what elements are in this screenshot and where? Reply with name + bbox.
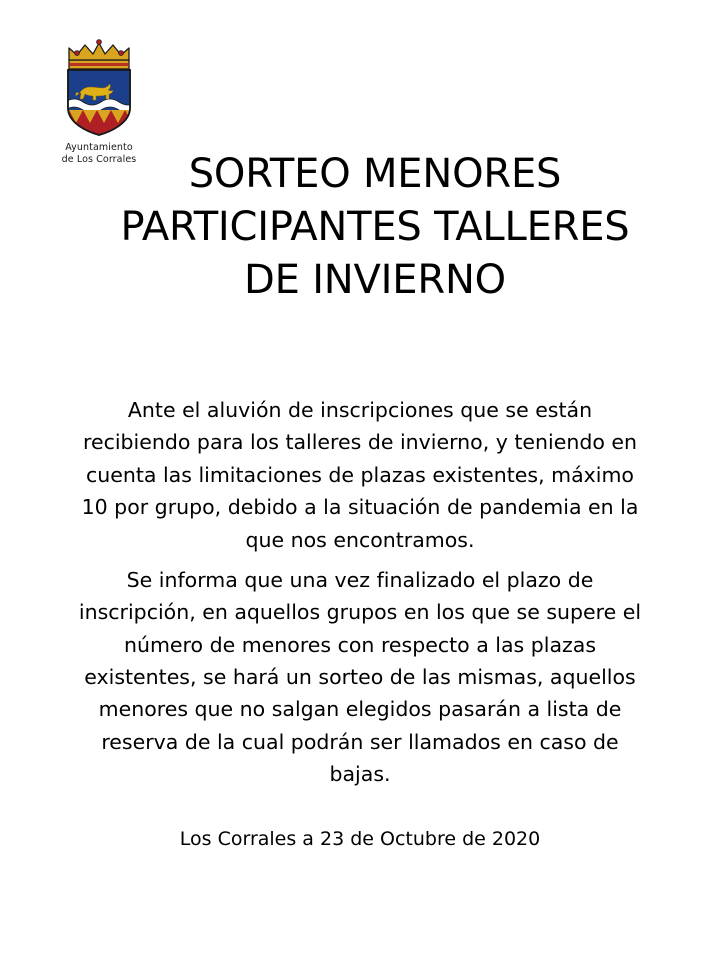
paragraph-aluvion-line-2: recibiendo para los talleres de invierno, y teniendo en <box>82 430 638 455</box>
paragraph-sorteo-line-6: reserva de la cual podrán ser llamados en caso de <box>101 729 619 754</box>
paragraph-sorteo-line-5: menores que no salgan elegidos pasarán a lista de <box>98 697 622 722</box>
paragraph-aluvion-line-4: 10 por grupo, debido a la situación de pandemia en la <box>81 495 639 520</box>
letterhead-caption-line2: de Los Corrales <box>61 153 137 165</box>
paragraph-sorteo <box>56 564 664 791</box>
paragraph-sorteo-line-3: número de menores con respecto a las plazas <box>123 632 597 657</box>
page-title-line-3: DE INVIERNO <box>244 257 506 304</box>
paragraph-sorteo-line-2: inscripción, en aquellos grupos en los que se supere el <box>78 600 642 625</box>
paragraph-sorteo-line-1: Se informa que una vez finalizado el plazo de <box>126 567 594 592</box>
signature-line: Los Corrales a 23 de Octubre de 2020 <box>179 827 541 850</box>
paragraph-sorteo-line-4: existentes, se hará un sorteo de las mismas, aquellos <box>84 665 636 689</box>
coat-of-arms-icon <box>55 30 143 138</box>
letterhead-caption-line1: Ayuntamiento <box>65 142 133 153</box>
document-body <box>56 394 664 853</box>
page-title-line-1: SORTEO MENORES <box>188 151 562 197</box>
page-title-line-2: PARTICIPANTES TALLERES <box>120 204 630 251</box>
paragraph-aluvion-line-5: que nos encontramos. <box>245 527 475 552</box>
paragraph-aluvion <box>56 394 664 556</box>
paragraph-sorteo-line-7: bajas. <box>329 762 391 787</box>
page-title <box>90 148 660 308</box>
paragraph-aluvion-line-1: Ante el aluvión de inscripciones que se están <box>127 398 593 422</box>
letterhead <box>44 30 154 166</box>
paragraph-aluvion-line-3: cuenta las limitaciones de plazas existentes, máximo <box>86 462 634 487</box>
